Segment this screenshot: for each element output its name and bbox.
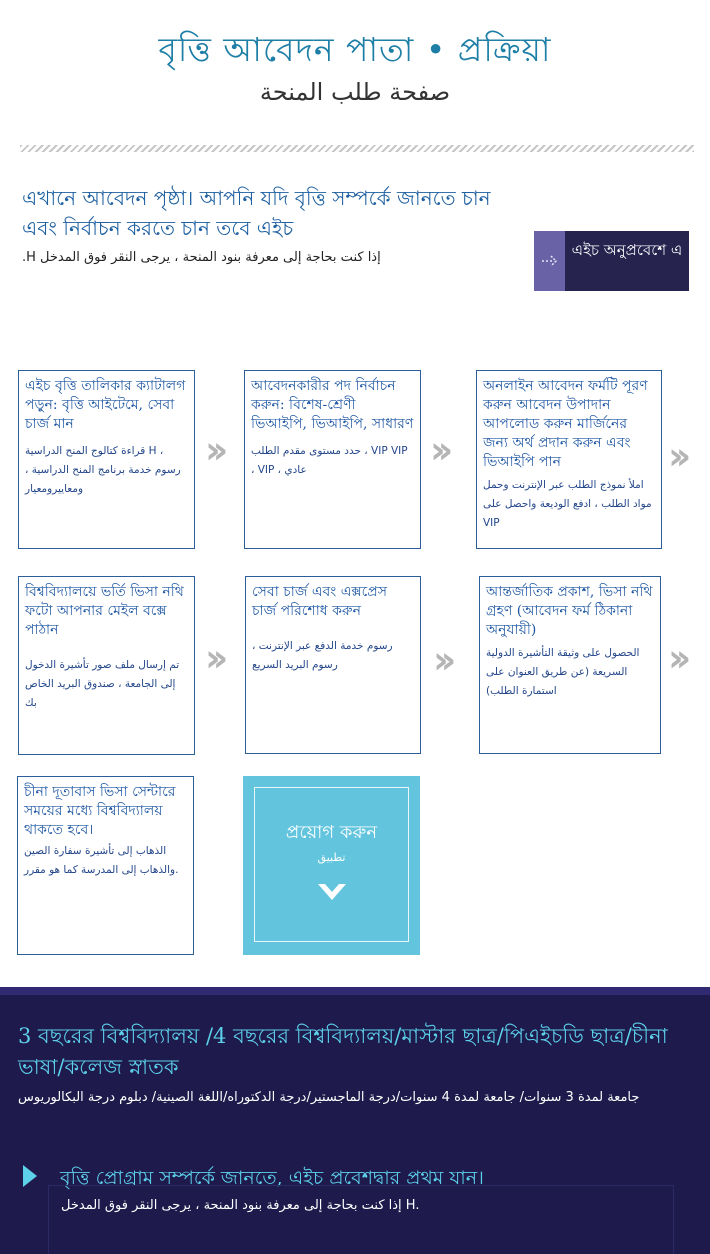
program-info-text-arabic: إذا كنت بحاجة إلى معرفة بنود المنحة ، يرجى النقر فوق المدخل H. bbox=[61, 1198, 420, 1213]
intro-text-arabic: إذا كنت بحاجة إلى معرفة بنود المنحة ، يرجى النقر فوق المدخل H. bbox=[22, 250, 381, 265]
step-card-3 bbox=[476, 370, 662, 549]
double-chevron-right-icon: ›› bbox=[430, 428, 446, 472]
double-chevron-right-icon: ›› bbox=[205, 428, 221, 472]
apply-label: প্রয়োগ করুন bbox=[285, 822, 378, 843]
step-card-6 bbox=[479, 576, 661, 754]
program-list: 3 বছরের বিশ্ববিদ্যালয় /4 বছরের বিশ্ববিদ্যালয়/মাস্টার ছাত্র/পিএইচডি ছাত্র/চীনা ভাষা/কলেজ স্নাতক bbox=[18, 1024, 668, 1079]
step-7-text-arabic: الذهاب إلى تأشيرة سفارة الصين والذهاب إلى المدرسة كما هو مقرر. bbox=[24, 845, 179, 876]
step-5-text-arabic: رسوم خدمة الدفع عبر الإنترنت ، رسوم البريد السريع bbox=[252, 640, 393, 671]
step-1-text: এইচ বৃত্তি তালিকার ক্যাটালগ পড়ুন: বৃত্তি আইটেমে, সেবা চার্জ মান bbox=[25, 378, 186, 432]
program-list-arabic: جامعة لمدة 3 سنوات/ جامعة لمدة 4 سنوات/درجة الماجستير/درجة الدكتوراه/اللغة الصينية/ دبلوم درجة البكالوريوس bbox=[18, 1090, 640, 1105]
intro-text: এখানে আবেদন পৃষ্ঠা। আপনি যদি বৃত্তি সম্পর্কে জানতে চান এবং নির্বাচন করতে চান তবে এইচ bbox=[22, 186, 491, 240]
step-6-text-arabic: الحصول على وثيقة التأشيرة الدولية السريعة (عن طريق العنوان على استمارة الطلب) bbox=[486, 647, 640, 697]
step-2-text-arabic: حدد مستوى مقدم الطلب ، VIP VIP ، VIP ، عادي bbox=[251, 445, 408, 476]
step-2-text: আবেদনকারীর পদ নির্বাচন করুন: বিশেষ-শ্রেণী ভিআইপি, ভিআইপি, সাধারণ bbox=[251, 378, 414, 432]
step-card-5 bbox=[245, 576, 421, 754]
double-chevron-right-icon: ›› bbox=[205, 636, 221, 680]
step-card-2 bbox=[244, 370, 421, 549]
h-entrance-label: এইচ অনুপ্রবেশে এ bbox=[571, 241, 683, 259]
chevron-down-icon bbox=[255, 882, 408, 904]
hatched-divider bbox=[20, 145, 694, 152]
double-chevron-right-icon: ›› bbox=[433, 638, 449, 682]
double-chevron-right-icon: ›› bbox=[668, 434, 684, 478]
step-card-7 bbox=[17, 776, 194, 955]
page-subtitle: صفحة طلب المنحة bbox=[259, 78, 451, 106]
step-card-4 bbox=[18, 576, 195, 755]
step-1-text-arabic: قراءة كتالوج المنح الدراسية H ، رسوم خدمة برنامج المنح الدراسية ، ومعاييرومعيار bbox=[25, 445, 181, 495]
step-5-text: সেবা চার্জ এবং এক্সপ্রেস চার্জ পরিশোধ করুন bbox=[252, 584, 387, 619]
footer-panel bbox=[0, 987, 710, 1254]
double-chevron-right-icon: ›› bbox=[668, 636, 684, 680]
step-6-text: আন্তর্জাতিক প্রকাশ, ভিসা নথি গ্রহণ (আবেদন ফর্ম ঠিকানা অনুযায়ী) bbox=[486, 584, 653, 638]
step-4-text: বিশ্ববিদ্যালয়ে ভর্তি ভিসা নথি ফটো আপনার মেইল বক্সে পাঠান bbox=[25, 584, 184, 638]
program-info-text: বৃত্তি প্রোগ্রাম সম্পর্কে জানতে, এইচ প্রবেশদ্বার প্রথম যান। bbox=[60, 1167, 484, 1189]
step-4-text-arabic: تم إرسال ملف صور تأشيرة الدخول إلى الجامعة ، صندوق البريد الخاص بك bbox=[25, 659, 180, 709]
play-icon bbox=[22, 1164, 38, 1188]
dotted-arrow-icon bbox=[534, 231, 565, 291]
step-7-text: চীনা দূতাবাস ভিসা সেন্টারে সময়ের মধ্যে বিশ্ববিদ্যালয় থাকতে হবে। bbox=[24, 784, 176, 838]
step-3-text: অনলাইন আবেদন ফর্মটি পূরণ করুন আবেদন উপাদান আপলোড করুন মার্জিনের জন্য অর্থ প্রদান করুন এবং ভিআইপি পান bbox=[483, 378, 648, 470]
program-info-box bbox=[48, 1185, 674, 1254]
intro-section bbox=[22, 183, 492, 267]
apply-label-arabic: تطبيق bbox=[317, 851, 346, 864]
page-header bbox=[0, 0, 710, 140]
page-title: বৃত্তি আবেদন পাতা • প্রক্রিয়া bbox=[158, 30, 552, 69]
apply-button-frame bbox=[254, 787, 409, 942]
step-card-1 bbox=[18, 370, 195, 549]
h-entrance-button[interactable] bbox=[534, 231, 689, 291]
step-3-text-arabic: املأ نموذج الطلب عبر الإنترنت وحمل مواد الطلب ، ادفع الوديعة واحصل على VIP bbox=[483, 479, 652, 529]
apply-button[interactable] bbox=[243, 776, 420, 955]
